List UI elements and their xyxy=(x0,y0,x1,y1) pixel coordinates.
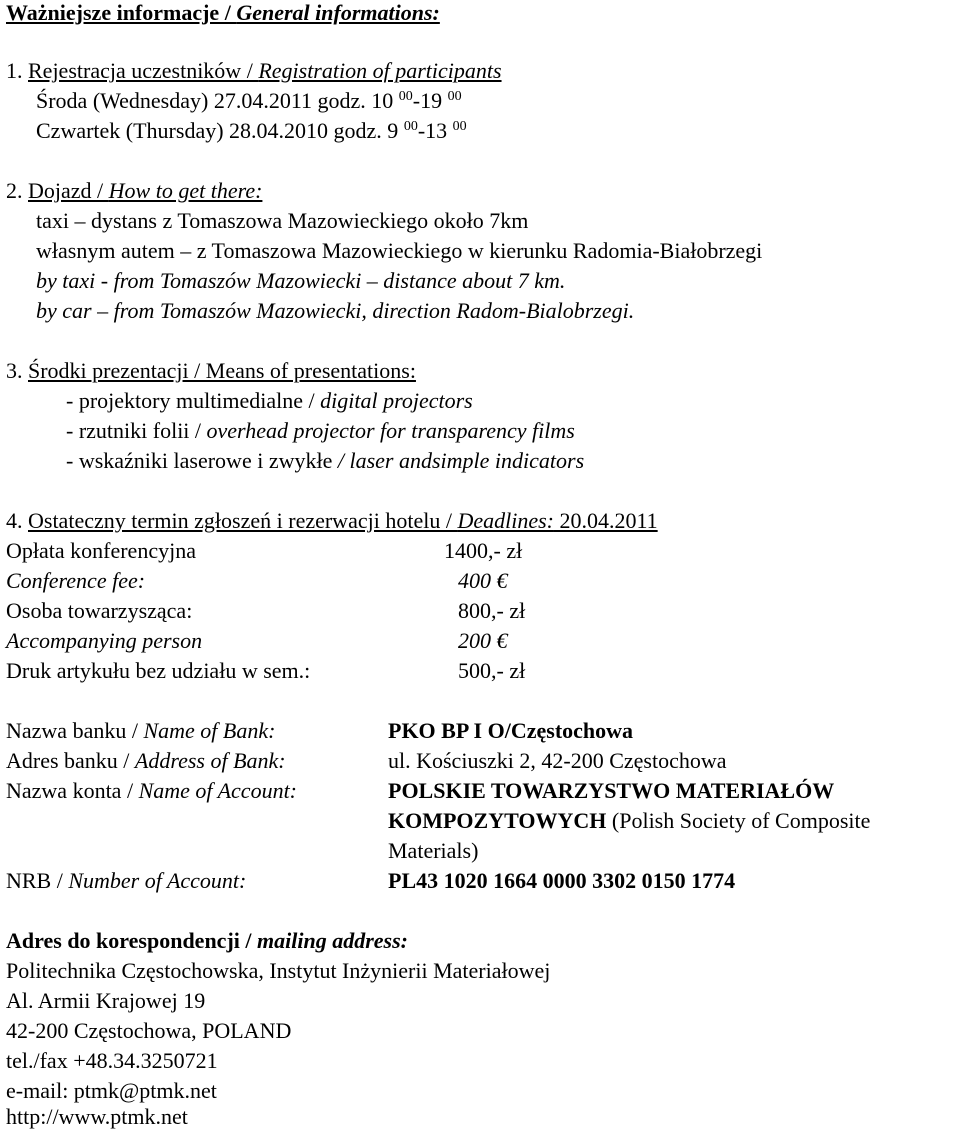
account-number-value: PL43 1020 1664 0000 3302 0150 1774 xyxy=(388,868,736,893)
bank-address-label: Adres banku / Address of Bank: xyxy=(6,748,286,773)
fee-value: 400 € xyxy=(458,568,508,593)
directions-line: taxi – dystans z Tomaszowa Mazowieckiego około 7km xyxy=(36,208,529,233)
bank-name-label: Nazwa banku / Name of Bank: xyxy=(6,718,276,743)
presentation-item: - rzutniki folii / overhead projector for transparency films xyxy=(66,418,575,443)
fee-value: 200 € xyxy=(458,628,508,653)
account-name-value-cont: KOMPOZYTOWYCH (Polish Society of Composite xyxy=(388,808,871,833)
mailing-address-title: Adres do korespondencji / mailing address: xyxy=(6,928,408,953)
website-link[interactable]: http://www.ptmk.net xyxy=(6,1104,188,1129)
email-link[interactable]: e-mail: ptmk@ptmk.net xyxy=(6,1078,217,1103)
account-name-value: POLSKIE TOWARZYSTWO MATERIAŁÓW xyxy=(388,778,835,803)
account-name-label: Nazwa konta / Name of Account: xyxy=(6,778,298,803)
bank-address-value: ul. Kościuszki 2, 42-200 Częstochowa xyxy=(388,748,727,773)
address-line: Al. Armii Krajowej 19 xyxy=(6,988,206,1013)
address-line: 42-200 Częstochowa, POLAND xyxy=(6,1018,292,1043)
fee-label: Accompanying person xyxy=(6,628,203,653)
fee-value: 800,- zł xyxy=(458,598,526,623)
section-1-title: 1. Rejestracja uczestników / Registration of participants xyxy=(6,58,502,83)
phone-fax: tel./fax +48.34.3250721 xyxy=(6,1048,218,1073)
section-4-title: 4. Ostateczny termin zgłoszeń i rezerwacji hotelu / Deadlines: 20.04.2011 xyxy=(6,508,658,533)
fee-label: Druk artykułu bez udziału w sem.: xyxy=(6,658,311,683)
account-name-value-cont: Materials) xyxy=(388,838,479,863)
fee-label: Opłata konferencyjna xyxy=(6,538,196,563)
address-line: Politechnika Częstochowska, Instytut Inżynierii Materiałowej xyxy=(6,958,551,983)
account-number-label: NRB / Number of Account: xyxy=(6,868,247,893)
directions-line: by car – from Tomaszów Mazowiecki, direction Radom-Bialobrzegi. xyxy=(36,298,635,323)
section-3-title: 3. Środki prezentacji / Means of presentations: xyxy=(6,358,416,383)
fee-value: 500,- zł xyxy=(458,658,526,683)
page-title: Ważniejsze informacje / General informations: xyxy=(6,0,440,25)
registration-day-2: Czwartek (Thursday) 28.04.2010 godz. 9 $^{00}$-13 $^{00}$ xyxy=(36,118,467,143)
fee-label: Osoba towarzysząca: xyxy=(6,598,193,623)
bank-name-value: PKO BP I O/Częstochowa xyxy=(388,718,634,743)
directions-line: by taxi - from Tomaszów Mazowiecki – distance about 7 km. xyxy=(36,268,566,293)
fee-value: 1400,- zł xyxy=(444,538,523,563)
registration-day-1: Środa (Wednesday) 27.04.2011 godz. 10 $^{00}$-19 $^{00}$ xyxy=(36,88,462,113)
section-2-title: 2. Dojazd / How to get there: xyxy=(6,178,263,203)
fee-label: Conference fee: xyxy=(6,568,146,593)
presentation-item: - wskaźniki laserowe i zwykłe / laser andsimple indicators xyxy=(66,448,585,473)
directions-line: własnym autem – z Tomaszowa Mazowieckiego w kierunku Radomia-Białobrzegi xyxy=(36,238,763,263)
presentation-item: - projektory multimedialne / digital projectors xyxy=(66,388,473,413)
